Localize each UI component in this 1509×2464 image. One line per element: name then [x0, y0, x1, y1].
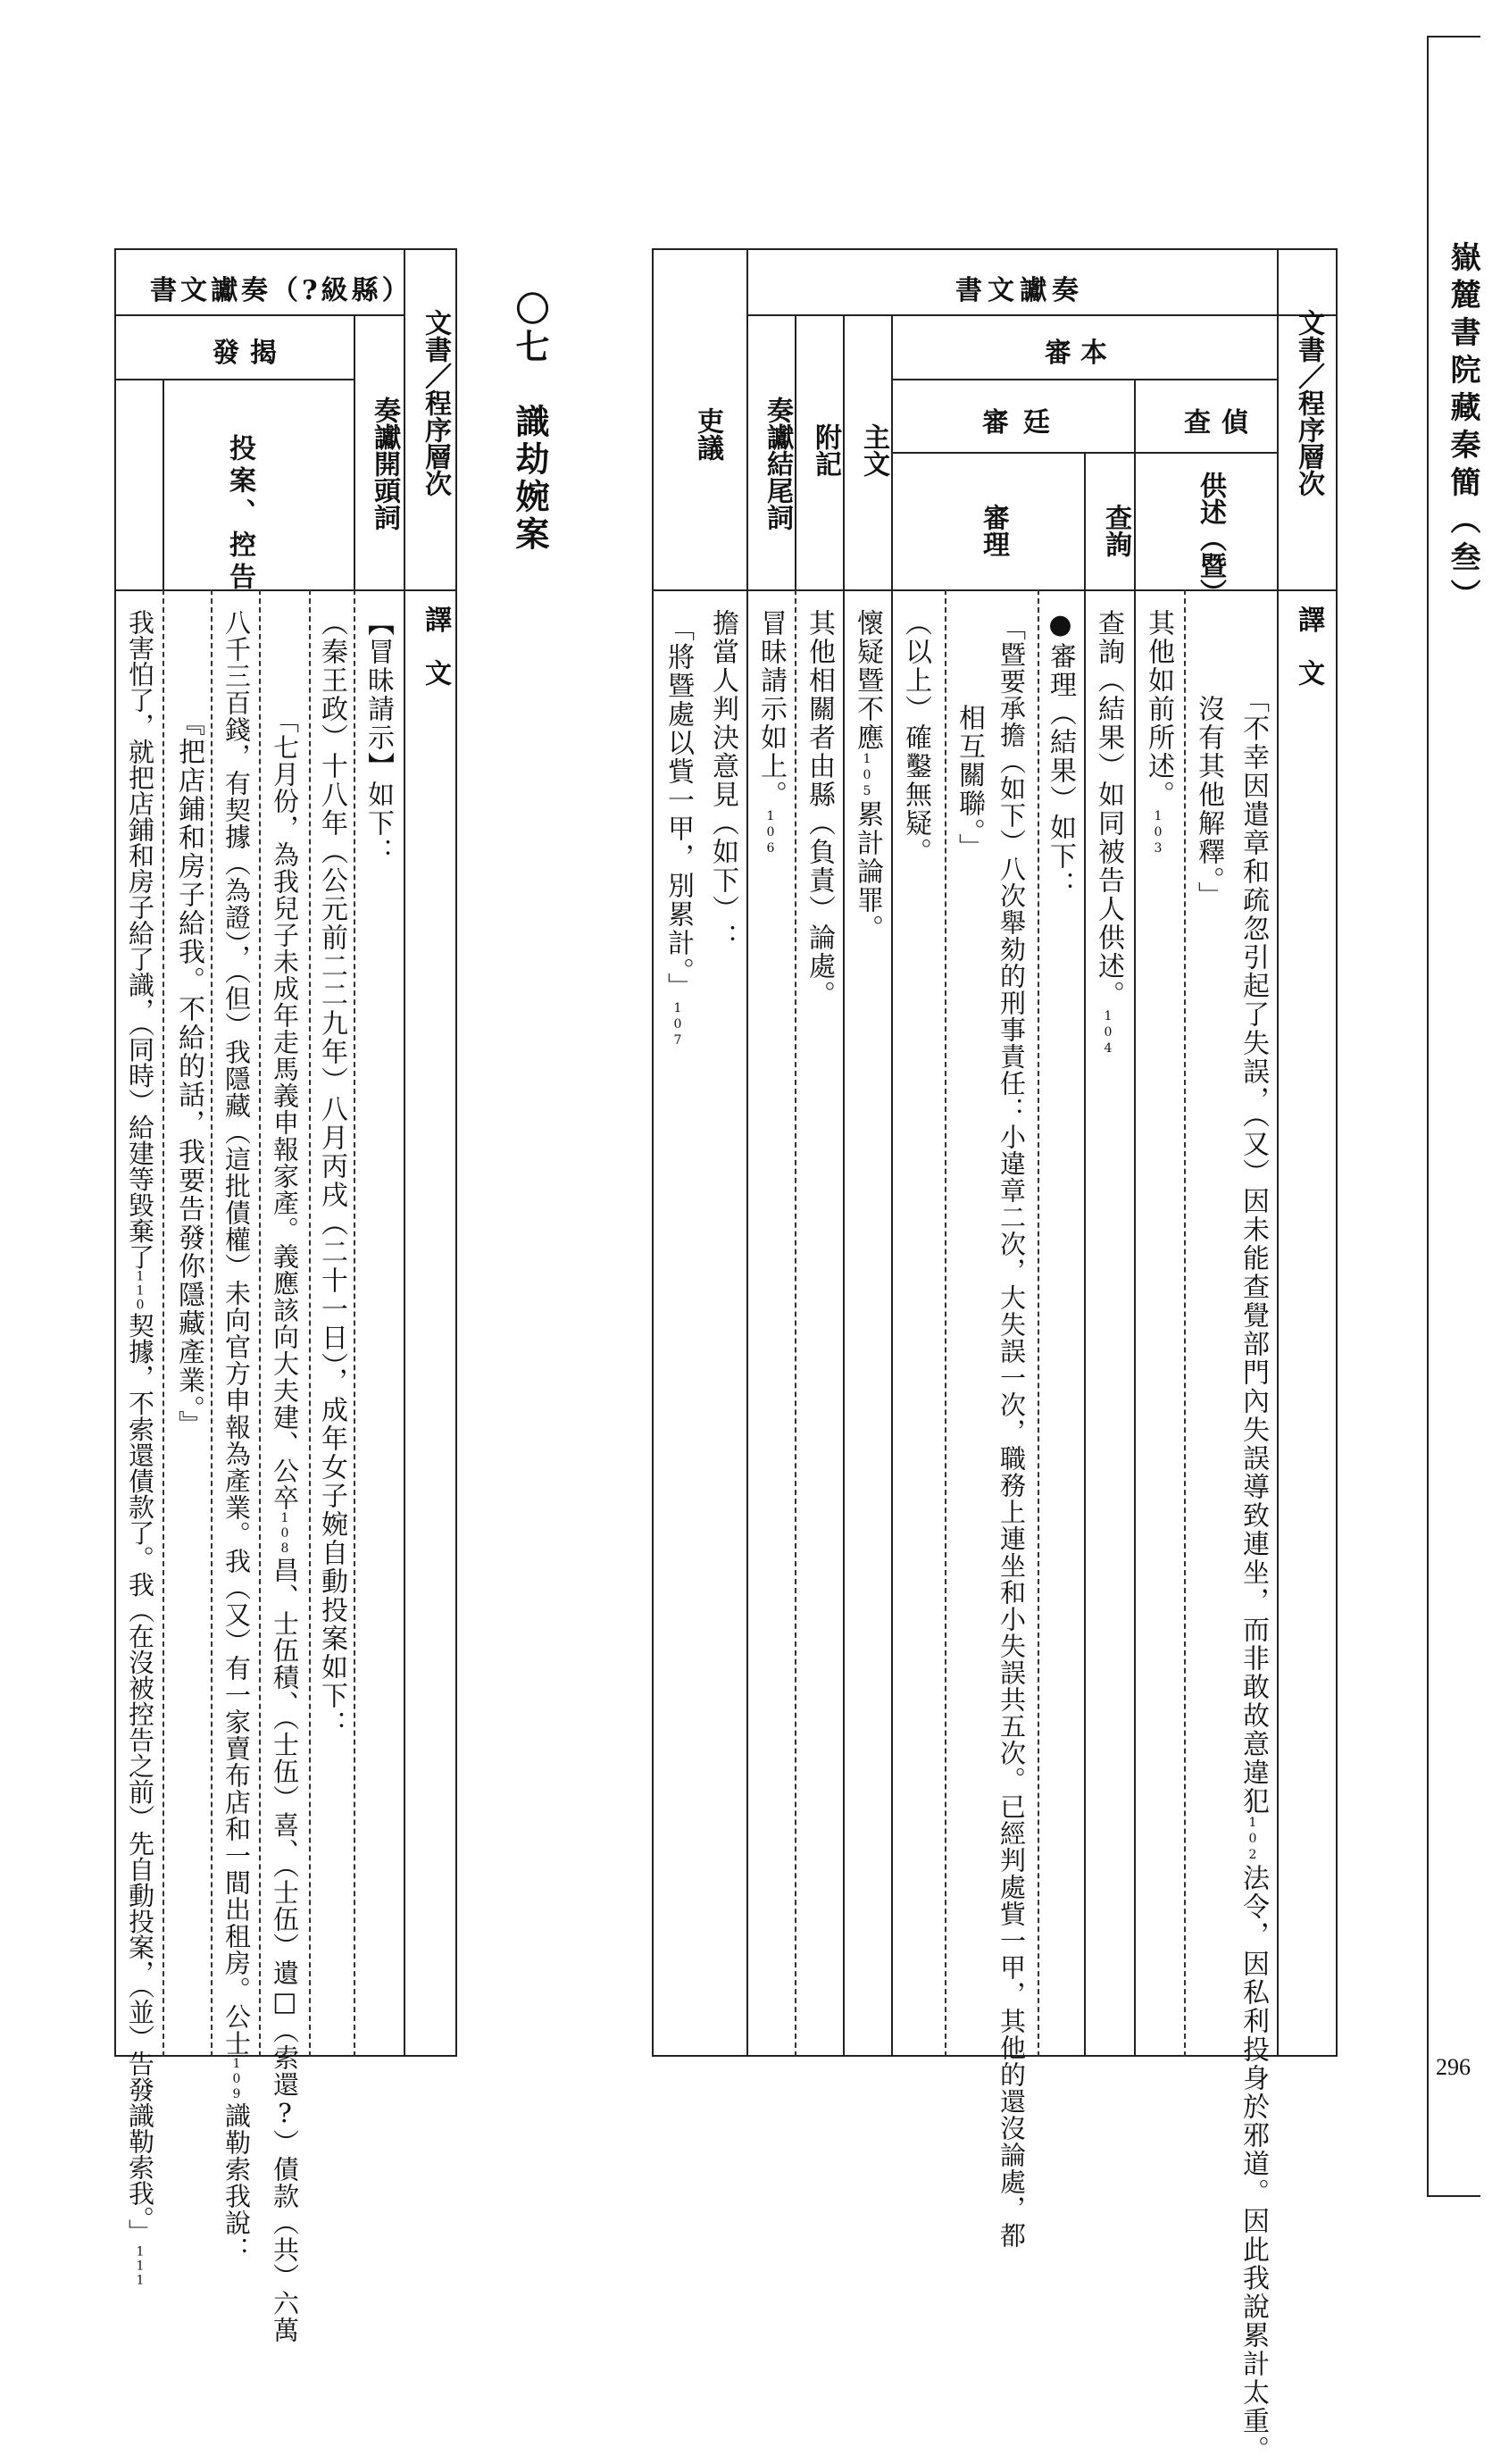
t1-zhuwen-1: 懷疑暨不應105累計論罪。	[852, 609, 883, 943]
table-2	[114, 248, 457, 2343]
t2-cell-toukan: 投案、控告	[224, 434, 255, 595]
t1-subgroup: 審本	[1045, 338, 1116, 369]
t1-liyi-2: 「將暨處以貲一甲，別累計。」107	[663, 614, 694, 1049]
t1-fuji-1: 其他相關者由縣（負責）論處。	[804, 609, 835, 1009]
t1-chaxun-1: 查詢（結果）如同被告人供述。104	[1093, 609, 1124, 1057]
t2-toukan-1: 我害怕了，就把店鋪和房子給了識，（同時）給建等毀棄了110契據，不索還債款了。我（在沒被控告之前）先自動投案，（並）告發識勒索我。」111	[125, 609, 155, 2288]
t1-subgroup-trial: 審廷	[982, 407, 1064, 439]
t2-cell-kaitou: 奏讞開頭詞	[369, 397, 400, 530]
t2-cell-fajie: 發揭	[213, 338, 288, 369]
t1-cell-chaxun: 查詢	[1100, 504, 1131, 557]
header-rule	[1427, 36, 1429, 2197]
t1-body-label: 譯 文	[1293, 606, 1324, 686]
header-rule-bottom	[1427, 2195, 1480, 2197]
t1-jiewei-1: 冒昧請示如上。106	[755, 609, 787, 857]
t1-cell-jiewei: 奏讞結尾詞	[762, 397, 793, 530]
t2-fajie-1: （秦王政）十八年（公元前二二九年）八月丙戌（二十一日），成年女子婉自動投案如下：	[316, 609, 347, 1739]
t1-shenli-1: ●審理（結果）如下：	[1045, 609, 1076, 899]
section-title: 〇七 識劫婉案	[510, 291, 550, 554]
t1-cell-liyi: 吏議	[692, 407, 723, 461]
header-rule-top	[1427, 36, 1480, 38]
t1-cell-shenli: 審理	[978, 504, 1009, 557]
t2-kaitou-1: 【冒昧請示】如下：	[363, 609, 394, 866]
t1-subgroup-investigation: 查偵	[1184, 407, 1259, 439]
book-title: 嶽麓書院藏秦簡（叁）	[1445, 241, 1480, 616]
t2-fajie-4: 『把店鋪和房子給我。不給的話，我要告發你隱藏產業。』	[173, 709, 204, 1439]
t1-header-label: 文書／程序層次	[1293, 309, 1324, 497]
t2-fajie-3: 八千三百錢，有契據（為證），（但）我隱藏（這批債權）未向官方申報為產業。我（又）有一家賣布店和一間出租房。公士109識勒索我說：	[221, 609, 252, 2263]
t1-shenli-4: （以上）確鑿無疑。	[900, 609, 931, 866]
t1-cell-fuji: 附記	[810, 423, 841, 477]
t2-fajie-2: 「七月份，為我兒子未成年走馬義申報家產。義應該向大夫建、公卒108昌、士伍積、（士伍）喜、（士伍）遺□（索還?）債款（共）六萬	[270, 707, 300, 2343]
table-1	[652, 248, 1338, 2464]
t1-cell-gongshu: 供述（暨）	[1195, 472, 1226, 606]
t1-group-top: 書文讞奏	[955, 275, 1084, 306]
t2-header-label: 文書／程序層次	[420, 309, 451, 497]
page-number: 296	[1436, 2054, 1471, 2080]
t2-body-label: 譯 文	[420, 606, 451, 686]
t1-liyi-1: 擔當人判決意見（如下）：	[707, 609, 738, 952]
t1-shenli-2: 「暨要承擔（如下）八次舉劾的刑事責任：小違章二次，大失誤一次，職務上連坐和小失誤共五次。已經判處貲一甲，其他的還沒論處，都	[996, 614, 1027, 2249]
t1-gongshu-2: 沒有其他解釋。」	[1193, 695, 1224, 910]
t1-cell-zhuwen: 主文	[858, 423, 889, 477]
t1-gongshu-3: 其他如前所述。103	[1143, 609, 1174, 857]
t2-group-top: 書文讞奏（?級縣）	[150, 275, 413, 306]
t1-gongshu-1: 「不幸因遣章和疏忽引起了失誤，（又）因未能查覺部門內失誤導致連坐，而非敢故意違犯102法令，因私利投身於邪道。因此我說累計太重。	[1238, 686, 1269, 2464]
t1-shenli-3: 相互關聯。」	[954, 704, 985, 862]
